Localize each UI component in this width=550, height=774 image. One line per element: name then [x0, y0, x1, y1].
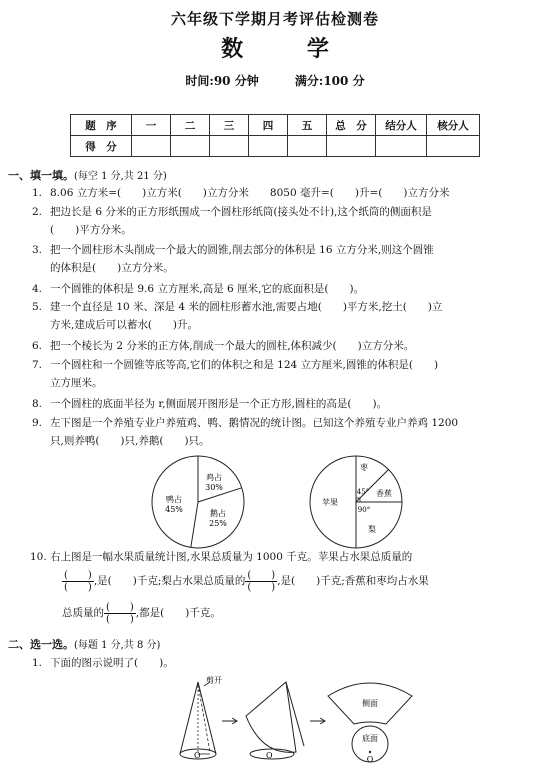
question-text: 把一个圆柱形木头削成一个最大的圆锥,削去部分的体积是 16 立方分米,则这个圆锥: [50, 244, 434, 256]
pie-slice-label: 鸡占: [206, 473, 222, 482]
question-text: 左下图是一个养殖专业户养殖鸡、鸭、鹅情况的统计图。已知这个养殖专业户养鸡 1200: [50, 417, 459, 429]
arrow-icon: [310, 718, 325, 724]
score-cell[interactable]: [210, 136, 249, 157]
base-label: 底面: [362, 734, 378, 743]
question-text: 右上图是一幅水果质量统计图,水果总质量为 1000 千克。苹果占水果总质量的: [50, 551, 413, 563]
question-text: 的体积是( )立方分米。: [50, 262, 174, 274]
score-cell[interactable]: [376, 136, 427, 157]
angle-label: 90°: [357, 506, 371, 514]
question-text: 一个圆柱的底面半径为 r,侧面展开图形是一个正方形,圆柱的高是( )。: [50, 398, 388, 410]
question-number: 1.: [32, 187, 43, 199]
question-number: 10.: [30, 551, 47, 563]
question-text: 一个圆柱和一个圆锥等底等高,它们的体积之和是 124 立方厘米,圆锥的体积是( ): [50, 359, 439, 371]
table-cell: 题 序: [71, 115, 132, 136]
angle-label: 45°: [356, 488, 370, 496]
question-text: 把一个棱长为 2 分米的正方体,削成一个最大的圆柱,体积减少( )立方分米。: [50, 340, 415, 352]
pie-slice-value: 30%: [205, 483, 223, 492]
table-cell: 五: [288, 115, 327, 136]
question-number: 9.: [32, 417, 43, 429]
question-number: 8.: [32, 398, 43, 410]
question-text: 方米,建成后可以蓄水( )升。: [50, 319, 199, 331]
question-text: 立方厘米。: [50, 377, 103, 389]
section-2-heading: [8, 636, 160, 652]
question-text: ,是( )千克;香蕉和枣均占水果: [277, 575, 429, 587]
cone-net-figure: [170, 676, 420, 771]
fraction-denominator: ( ): [247, 581, 276, 593]
score-cell[interactable]: [327, 136, 376, 157]
section-1-heading: [8, 167, 167, 183]
question-number: 2.: [32, 206, 43, 218]
cone-net-diagram: [328, 683, 412, 764]
question-text: 把边长是 6 分米的正方形纸围成一个圆柱形纸筒(接头处不计),这个纸筒的侧面积是: [50, 206, 432, 218]
question-number: 4.: [32, 283, 43, 295]
table-cell: 总 分: [327, 115, 376, 136]
table-cell: 结分人: [376, 115, 427, 136]
fraction-blank[interactable]: [245, 570, 277, 593]
score-cell[interactable]: [249, 136, 288, 157]
question-number: 7.: [32, 359, 43, 371]
fraction-denominator: ( ): [64, 581, 92, 593]
question-2: [32, 203, 537, 239]
question-8: [32, 395, 537, 413]
opening-cone-diagram: [246, 682, 304, 760]
fraction-blank[interactable]: [62, 570, 94, 593]
table-cell: 四: [249, 115, 288, 136]
section-1-title: 一、填一填。: [8, 169, 74, 182]
poultry-pie-chart: [148, 452, 248, 552]
question-text: 总质量的: [62, 607, 104, 619]
center-label: O: [266, 751, 273, 760]
fruit-pie-chart: [306, 452, 406, 552]
question-text: ,是( )千克;梨占水果总质量的: [93, 575, 246, 587]
question-10-line-3: [62, 600, 542, 626]
score-cell[interactable]: [132, 136, 171, 157]
cut-label: 剪开: [206, 676, 222, 685]
pie-slice-label: 鹅占: [210, 509, 226, 518]
score-cell[interactable]: [171, 136, 210, 157]
question-text: 8.06 立方米=( )立方米( )立方分米 8050 毫升=( )升=( )立方分米: [50, 187, 450, 199]
question-7: [32, 356, 537, 392]
side-label: 侧面: [362, 699, 378, 708]
score-table-header-row: [71, 115, 480, 136]
fraction-numerator: ( ): [247, 569, 276, 581]
section-1-note: (每空 1 分,共 21 分): [74, 171, 167, 182]
center-label: O: [366, 755, 374, 764]
pie-divider: [191, 502, 198, 547]
question-6: [32, 337, 537, 355]
question-number: 5.: [32, 301, 43, 313]
question-10: [30, 548, 540, 566]
s2-question-1: [32, 654, 537, 672]
subject-title: 数 学: [221, 36, 357, 62]
question-4: [32, 280, 537, 298]
question-text: 建一个直径是 10 米、深是 4 米的圆柱形蓄水池,需要占地( )平方米,挖土( )立: [50, 301, 443, 313]
table-cell: 三: [210, 115, 249, 136]
question-1: [32, 184, 537, 202]
pie-slice-label: 苹果: [322, 498, 338, 507]
question-number: 6.: [32, 340, 43, 352]
pie-slice-value: 25%: [209, 519, 227, 528]
table-cell: 核分人: [427, 115, 480, 136]
score-table-score-row: [71, 136, 480, 157]
question-3: [32, 241, 537, 277]
fraction-denominator: ( ): [106, 613, 134, 625]
fraction-numerator: ( ): [64, 569, 92, 581]
question-9: [32, 414, 537, 450]
question-number: 1.: [32, 657, 43, 669]
pie-slice-label: 梨: [368, 525, 376, 534]
time-limit: 时间:90 分钟: [185, 74, 259, 88]
pie-slice-label: 香蕉: [376, 489, 392, 498]
pie-slice-value: 45%: [165, 505, 183, 514]
question-5: [32, 298, 537, 334]
question-text: 下面的图示说明了( )。: [50, 657, 174, 669]
question-number: 3.: [32, 244, 43, 256]
exam-meta: [0, 72, 550, 89]
table-cell: 得 分: [71, 136, 132, 157]
center-label: O: [194, 751, 201, 760]
question-text: 一个圆锥的体积是 9.6 立方厘米,高是 6 厘米,它的底面积是( )。: [50, 283, 365, 295]
exam-title: 六年级下学期月考评估检测卷: [170, 10, 379, 28]
question-text: ( )平方分米。: [50, 224, 132, 236]
question-10-line-2: [62, 568, 542, 594]
fraction-numerator: ( ): [106, 601, 134, 613]
score-cell[interactable]: [427, 136, 480, 157]
section-2-note: (每题 1 分,共 8 分): [74, 640, 161, 651]
table-cell: 二: [171, 115, 210, 136]
question-text: 只,则养鸭( )只,养鹅( )只。: [50, 435, 210, 447]
score-cell[interactable]: [288, 136, 327, 157]
cone-diagram: [180, 682, 216, 760]
pie-slice-label: 枣: [360, 463, 368, 472]
arrow-icon: [222, 718, 237, 724]
full-score: 满分:100 分: [294, 74, 365, 88]
fraction-blank[interactable]: [104, 602, 136, 625]
table-cell: 一: [132, 115, 171, 136]
pie-slice-label: 鸭占: [166, 495, 182, 504]
score-table: [70, 114, 480, 157]
section-2-title: 二、选一选。: [8, 638, 74, 651]
question-text: ,都是( )千克。: [135, 607, 221, 619]
